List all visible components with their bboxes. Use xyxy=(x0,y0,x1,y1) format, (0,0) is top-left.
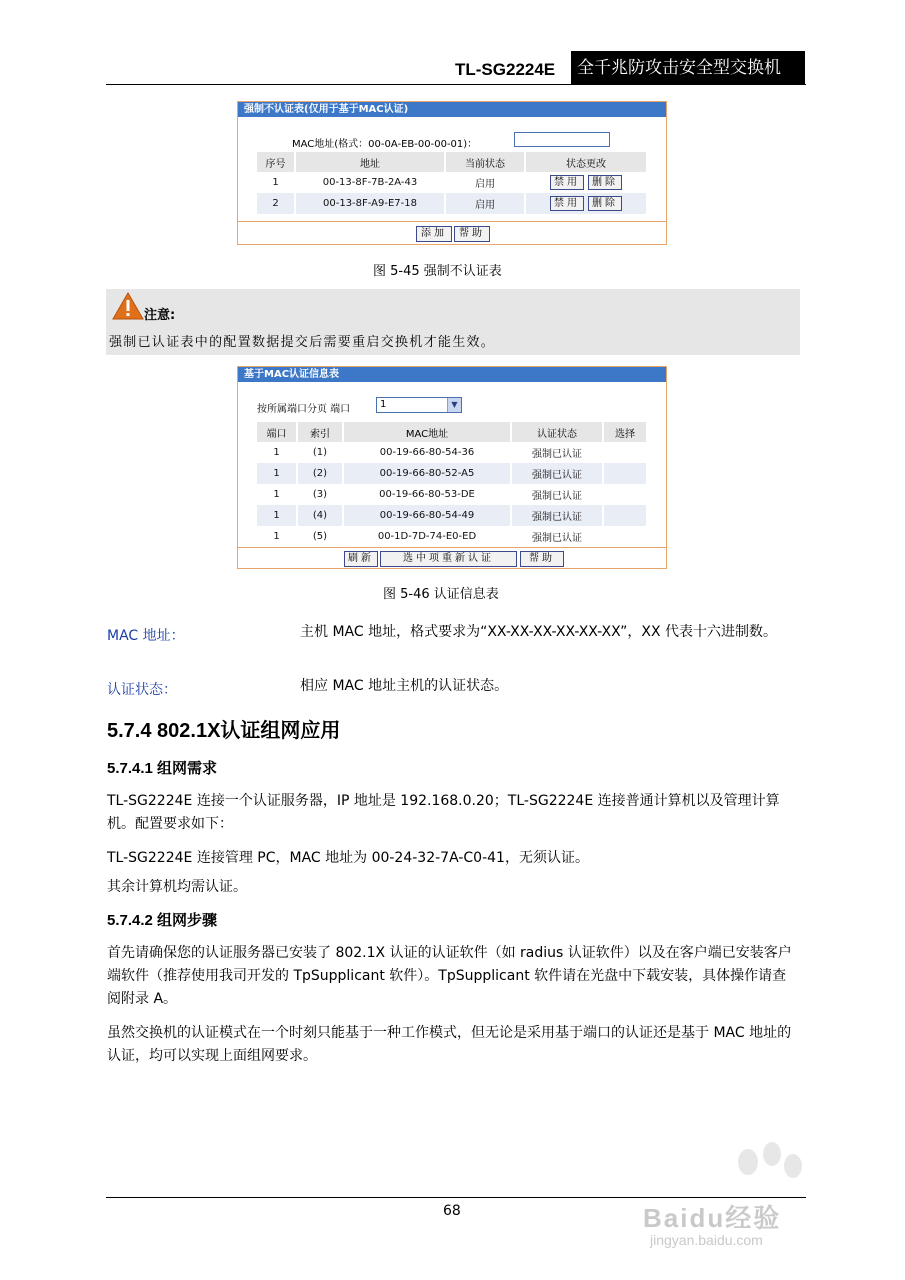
table-row xyxy=(257,505,647,526)
row-select[interactable] xyxy=(603,505,647,526)
col-mac: MAC地址 xyxy=(343,422,511,442)
row-select[interactable] xyxy=(603,526,647,547)
mac-auth-info-panel xyxy=(237,366,667,569)
panel-title: 强制不认证表(仅用于基于MAC认证) xyxy=(238,102,666,117)
figure-caption-46: 图 5-46 认证信息表 xyxy=(383,587,499,602)
disable-button[interactable]: 禁用 xyxy=(550,175,584,190)
col-port: 端口 xyxy=(257,422,297,442)
def-desc-status: 相应 MAC 地址主机的认证状态。 xyxy=(300,678,509,694)
row-actions xyxy=(525,172,647,193)
subsection-heading-1: 5.7.4.1 组网需求 xyxy=(107,760,218,777)
paragraph-2: TL-SG2224E 连接管理 PC，MAC 地址为 00-24-32-7A-C0-41，无须认证。 xyxy=(107,850,589,866)
mac-exempt-panel xyxy=(237,101,667,245)
watermark-url: jingyan.baidu.com xyxy=(650,1232,763,1248)
table-row xyxy=(257,484,647,505)
row-mac: 00-19-66-80-54-36 xyxy=(343,442,511,463)
panel-footer-rule xyxy=(238,547,666,548)
row-actions xyxy=(525,193,647,214)
row-no: 2 xyxy=(257,193,295,214)
row-index: (3) xyxy=(297,484,343,505)
panel-footer-rule xyxy=(238,221,666,222)
paragraph-5: 虽然交换机的认证模式在一个时刻只能基于一种工作模式，但无论是采用基于端口的认证还是基于 MAC 地址的认证，均可以实现上面组网要求。 xyxy=(107,1025,792,1064)
col-select: 选择 xyxy=(603,422,647,442)
row-state: 启用 xyxy=(445,172,525,193)
row-port: 1 xyxy=(257,526,297,547)
disable-button[interactable]: 禁用 xyxy=(550,196,584,211)
col-state: 当前状态 xyxy=(445,152,525,172)
row-index: (4) xyxy=(297,505,343,526)
mac-address-input[interactable] xyxy=(514,132,610,147)
table-row xyxy=(257,463,647,484)
table-row xyxy=(257,193,647,214)
row-status: 强制已认证 xyxy=(511,505,603,526)
row-select[interactable] xyxy=(603,463,647,484)
row-status: 强制已认证 xyxy=(511,442,603,463)
note-title: 注意: xyxy=(144,308,176,323)
row-port: 1 xyxy=(257,505,297,526)
delete-button[interactable]: 删除 xyxy=(588,175,622,190)
def-desc-mac: 主机 MAC 地址，格式要求为“XX-XX-XX-XX-XX-XX”，XX 代表十六进制数。 xyxy=(300,624,778,640)
row-mac: 00-19-66-80-54-49 xyxy=(343,505,511,526)
row-index: (1) xyxy=(297,442,343,463)
row-select[interactable] xyxy=(603,442,647,463)
row-status: 强制已认证 xyxy=(511,526,603,547)
col-no: 序号 xyxy=(257,152,295,172)
row-state: 启用 xyxy=(445,193,525,214)
panel-title: 基于MAC认证信息表 xyxy=(238,367,666,382)
row-status: 强制已认证 xyxy=(511,484,603,505)
port-select-value: 1 xyxy=(380,399,387,410)
watermark-text: Baidu经验 xyxy=(643,1203,782,1233)
header-model: TL-SG2224E xyxy=(455,60,556,79)
paragraph-4: 首先请确保您的认证服务器已安装了 802.1X 认证的认证软件（如 radius 认证软件）以及在客户端已安装客户端软件（推荐使用我司开发的 TpSupplicant 软件）。TpSupplicant 软件请在光盘中下载安装，具体操作请查阅附录 A。 xyxy=(107,945,792,1007)
row-status: 强制已认证 xyxy=(511,463,603,484)
row-mac: 00-1D-7D-74-E0-ED xyxy=(343,526,511,547)
row-mac: 00-19-66-80-53-DE xyxy=(343,484,511,505)
row-port: 1 xyxy=(257,484,297,505)
paragraph-1: TL-SG2224E 连接一个认证服务器，IP 地址是 192.168.0.20；TL-SG2224E 连接普通计算机以及管理计算机。配置要求如下： xyxy=(107,793,780,832)
row-port: 1 xyxy=(257,463,297,484)
def-term-mac: MAC 地址： xyxy=(107,628,185,644)
col-status: 认证状态 xyxy=(511,422,603,442)
chevron-down-icon[interactable]: ▼ xyxy=(447,398,461,412)
port-filter-label: 按所属端口分页 端口 xyxy=(257,404,351,415)
row-addr: 00-13-8F-A9-E7-18 xyxy=(295,193,445,214)
delete-button[interactable]: 删除 xyxy=(588,196,622,211)
header-rule xyxy=(106,84,806,85)
page-number: 68 xyxy=(443,1203,461,1219)
row-mac: 00-19-66-80-52-A5 xyxy=(343,463,511,484)
header-title: 全千兆防攻击安全型交换机 xyxy=(571,51,805,85)
col-index: 索引 xyxy=(297,422,343,442)
row-addr: 00-13-8F-7B-2A-43 xyxy=(295,172,445,193)
note-text: 强制已认证表中的配置数据提交后需要重启交换机才能生效。 xyxy=(109,335,496,350)
warning-icon xyxy=(112,292,144,320)
row-port: 1 xyxy=(257,442,297,463)
row-select[interactable] xyxy=(603,484,647,505)
row-no: 1 xyxy=(257,172,295,193)
add-button[interactable]: 添加 xyxy=(416,226,452,242)
port-select[interactable] xyxy=(376,397,462,413)
figure-caption-45: 图 5-45 强制不认证表 xyxy=(373,264,502,279)
row-index: (5) xyxy=(297,526,343,547)
reauth-selected-button[interactable]: 选中项重新认证 xyxy=(380,551,517,567)
help-button[interactable]: 帮助 xyxy=(454,226,490,242)
col-change: 状态更改 xyxy=(525,152,647,172)
auth-info-table xyxy=(257,422,648,547)
refresh-button[interactable]: 刷新 xyxy=(344,551,378,567)
table-row xyxy=(257,526,647,547)
col-addr: 地址 xyxy=(295,152,445,172)
table-row xyxy=(257,172,647,193)
paragraph-3: 其余计算机均需认证。 xyxy=(107,879,247,895)
row-index: (2) xyxy=(297,463,343,484)
note-box xyxy=(106,289,800,355)
exempt-table xyxy=(257,152,648,214)
def-term-status: 认证状态： xyxy=(107,682,177,698)
mac-label: MAC地址(格式：00-0A-EB-00-00-01)： xyxy=(292,139,478,150)
help-button[interactable]: 帮助 xyxy=(520,551,564,567)
section-heading: 5.7.4 802.1X认证组网应用 xyxy=(107,720,341,742)
subsection-heading-2: 5.7.4.2 组网步骤 xyxy=(107,912,218,929)
table-row xyxy=(257,442,647,463)
